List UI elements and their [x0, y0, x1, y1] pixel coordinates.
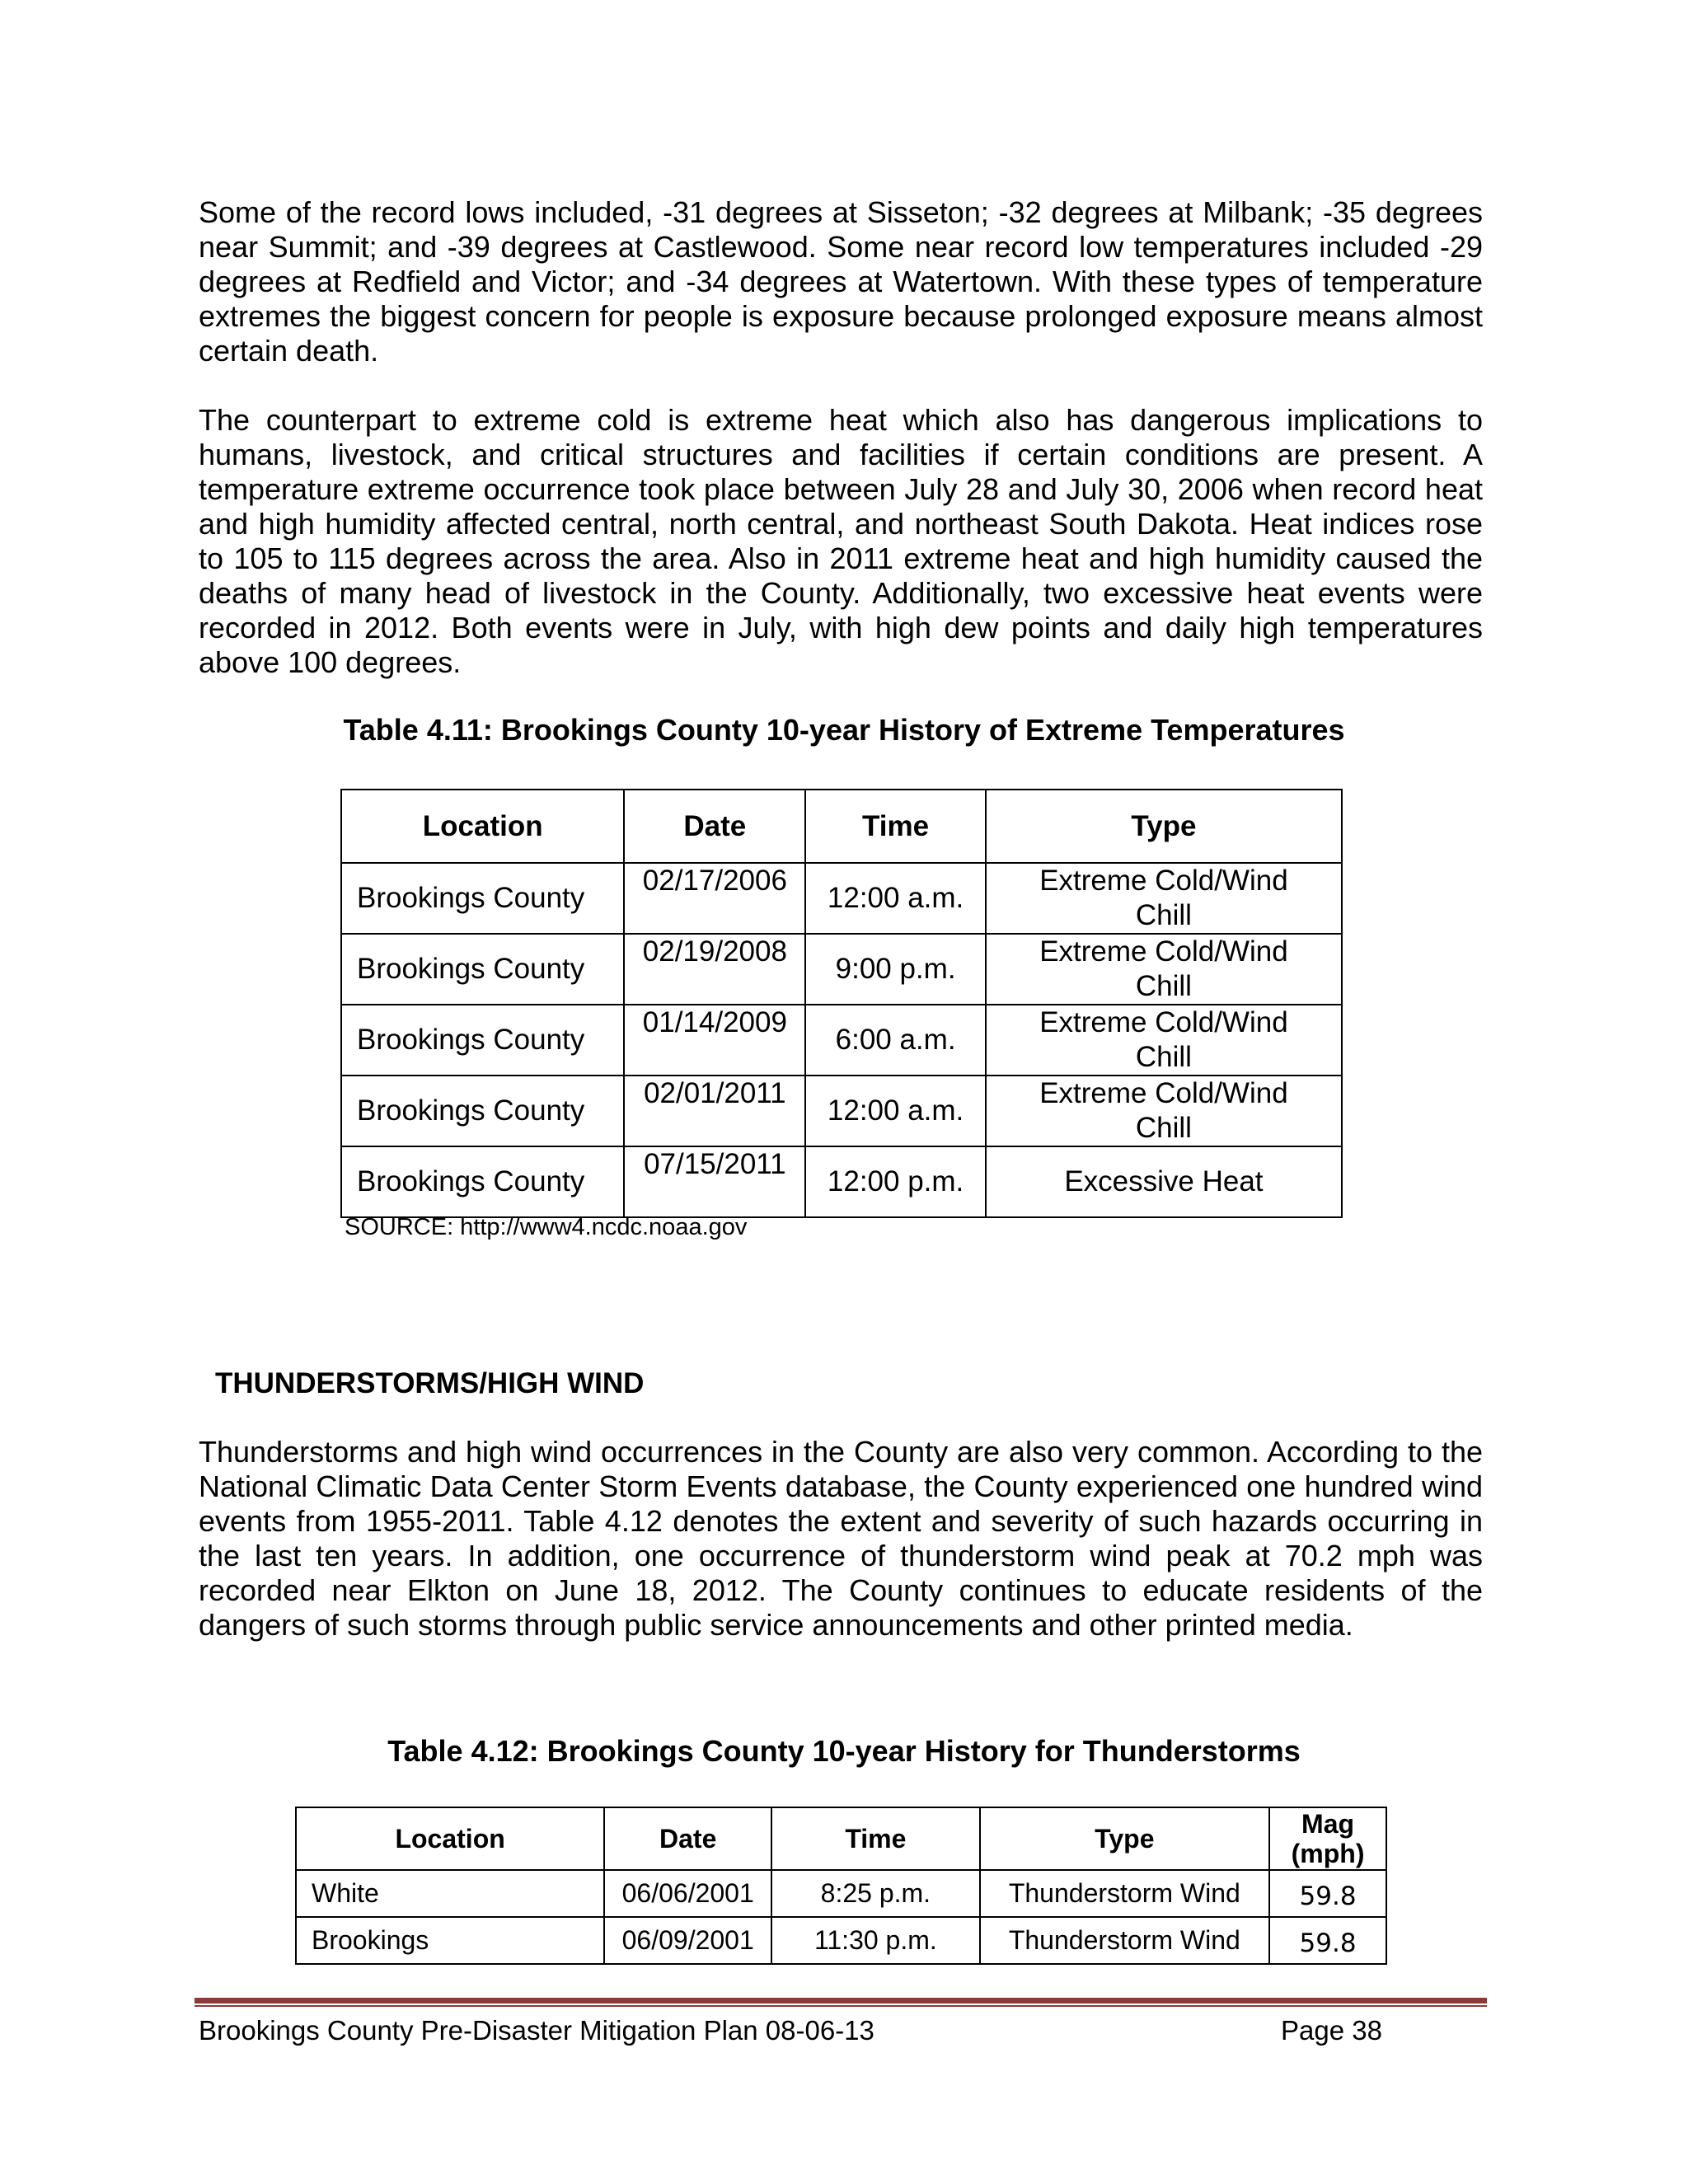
table-row	[341, 934, 1342, 1005]
cell-type-line2: Chill	[1135, 970, 1192, 1002]
footer-page-number: Page 38	[1281, 2015, 1382, 2046]
table-row	[296, 1917, 1386, 1964]
column-header-date: Date	[604, 1807, 771, 1870]
paragraph-thunderstorms: Thunderstorms and high wind occurrences in the County are also very common. According to the National Climatic Data Center Storm Events database, the County experienced one hundred wind events from 1955-2011. Table 4.12 denotes the extent and severity of such hazards occurring in the last ten years. In addition, one occurrence of thunderstorm wind peak at 70.2 mph was recorded near Elkton on June 18, 2012. The County continues to educate residents of the dangers of such storms through public service announcements and other printed media.	[199, 1435, 1483, 1642]
cell-time: 9:00 p.m.	[805, 934, 986, 1005]
column-header-type: Type	[980, 1807, 1270, 1870]
cell-type-line1: Extreme Cold/Wind	[1039, 865, 1288, 897]
cell-time: 8:25 p.m.	[771, 1870, 979, 1917]
cell-type: Excessive Heat	[986, 1146, 1342, 1217]
cell-date: 02/01/2011	[624, 1076, 805, 1146]
cell-type: Thunderstorm Wind	[980, 1917, 1270, 1964]
footer-rule-thick	[195, 1998, 1487, 2004]
table-row	[341, 1005, 1342, 1076]
cell-location: Brookings County	[341, 1146, 624, 1217]
cell-date: 02/19/2008	[624, 934, 805, 1005]
table-row	[341, 863, 1342, 934]
cell-type: Thunderstorm Wind	[980, 1870, 1270, 1917]
cell-location: Brookings County	[341, 934, 624, 1005]
cell-time: 12:00 a.m.	[805, 863, 986, 934]
cell-type	[986, 934, 1342, 1005]
paragraph-record-lows: Some of the record lows included, -31 degrees at Sisseton; -32 degrees at Milbank; -35 degrees near Summit; and -39 degrees at Castlewood. Some near record low temperatures included -29 degrees at Redfield and Victor; and -34 degrees at Watertown. With these types of temperature extremes the biggest concern for people is exposure because prolonged exposure means almost certain death.	[199, 195, 1483, 368]
extreme-temperatures-table	[340, 789, 1343, 1218]
column-header-mag-line2: (mph)	[1291, 1839, 1365, 1868]
thunderstorms-table	[295, 1807, 1387, 1965]
column-header-mag-line1: Mag	[1301, 1809, 1355, 1839]
cell-time: 12:00 p.m.	[805, 1146, 986, 1217]
cell-date: 07/15/2011	[624, 1146, 805, 1217]
cell-location: Brookings County	[341, 1005, 624, 1076]
column-header-location: Location	[296, 1807, 604, 1870]
table-row	[296, 1870, 1386, 1917]
table-header-row	[341, 790, 1342, 863]
cell-date: 06/09/2001	[604, 1917, 771, 1964]
cell-location: Brookings County	[341, 863, 624, 934]
cell-time: 11:30 p.m.	[771, 1917, 979, 1964]
cell-date: 02/17/2006	[624, 863, 805, 934]
section-heading: THUNDERSTORMS/HIGH WIND	[215, 1367, 645, 1399]
column-header-time: Time	[771, 1807, 979, 1870]
cell-location: Brookings	[296, 1917, 604, 1964]
table-4-11-source: SOURCE: http://www4.ncdc.noaa.gov	[345, 1214, 748, 1240]
cell-location: Brookings County	[341, 1076, 624, 1146]
cell-type-line2: Chill	[1135, 1041, 1192, 1073]
cell-date: 01/14/2009	[624, 1005, 805, 1076]
column-header-type: Type	[986, 790, 1342, 863]
cell-type	[986, 1076, 1342, 1146]
cell-type-line2: Chill	[1135, 1112, 1192, 1144]
table-row	[341, 1146, 1342, 1217]
column-header-time: Time	[805, 790, 986, 863]
table-header-row	[296, 1807, 1386, 1870]
cell-type	[986, 863, 1342, 934]
cell-type-line2: Chill	[1135, 899, 1192, 931]
column-header-mag	[1269, 1807, 1386, 1870]
cell-location: White	[296, 1870, 604, 1917]
cell-mag: 59.8	[1269, 1870, 1386, 1917]
cell-type	[986, 1005, 1342, 1076]
cell-type-line1: Extreme Cold/Wind	[1039, 1006, 1288, 1038]
cell-date: 06/06/2001	[604, 1870, 771, 1917]
column-header-date: Date	[624, 790, 805, 863]
column-header-location: Location	[341, 790, 624, 863]
cell-time: 6:00 a.m.	[805, 1005, 986, 1076]
footer-rule-thin	[195, 2005, 1487, 2007]
table-4-11-caption: Table 4.11: Brookings County 10-year History of Extreme Temperatures	[343, 713, 1345, 747]
footer-document-title: Brookings County Pre-Disaster Mitigation Plan 08-06-13	[199, 2015, 874, 2046]
paragraph-extreme-heat: The counterpart to extreme cold is extreme heat which also has dangerous implications to humans, livestock, and critical structures and facilities if certain conditions are present. A temperature extreme occurrence took place between July 28 and July 30, 2006 when record heat and high humidity affected central, north central, and northeast South Dakota. Heat indices rose to 105 to 115 degrees across the area. Also in 2011 extreme heat and high humidity caused the deaths of many head of livestock in the County. Additionally, two excessive heat events were recorded in 2012. Both events were in July, with high dew points and daily high temperatures above 100 degrees.	[199, 403, 1483, 679]
table-row	[341, 1076, 1342, 1146]
table-4-12-caption: Table 4.12: Brookings County 10-year History for Thunderstorms	[387, 1734, 1301, 1768]
cell-mag: 59.8	[1269, 1917, 1386, 1964]
cell-type-line1: Extreme Cold/Wind	[1039, 935, 1288, 968]
cell-time: 12:00 a.m.	[805, 1076, 986, 1146]
cell-type-line1: Extreme Cold/Wind	[1039, 1077, 1288, 1109]
